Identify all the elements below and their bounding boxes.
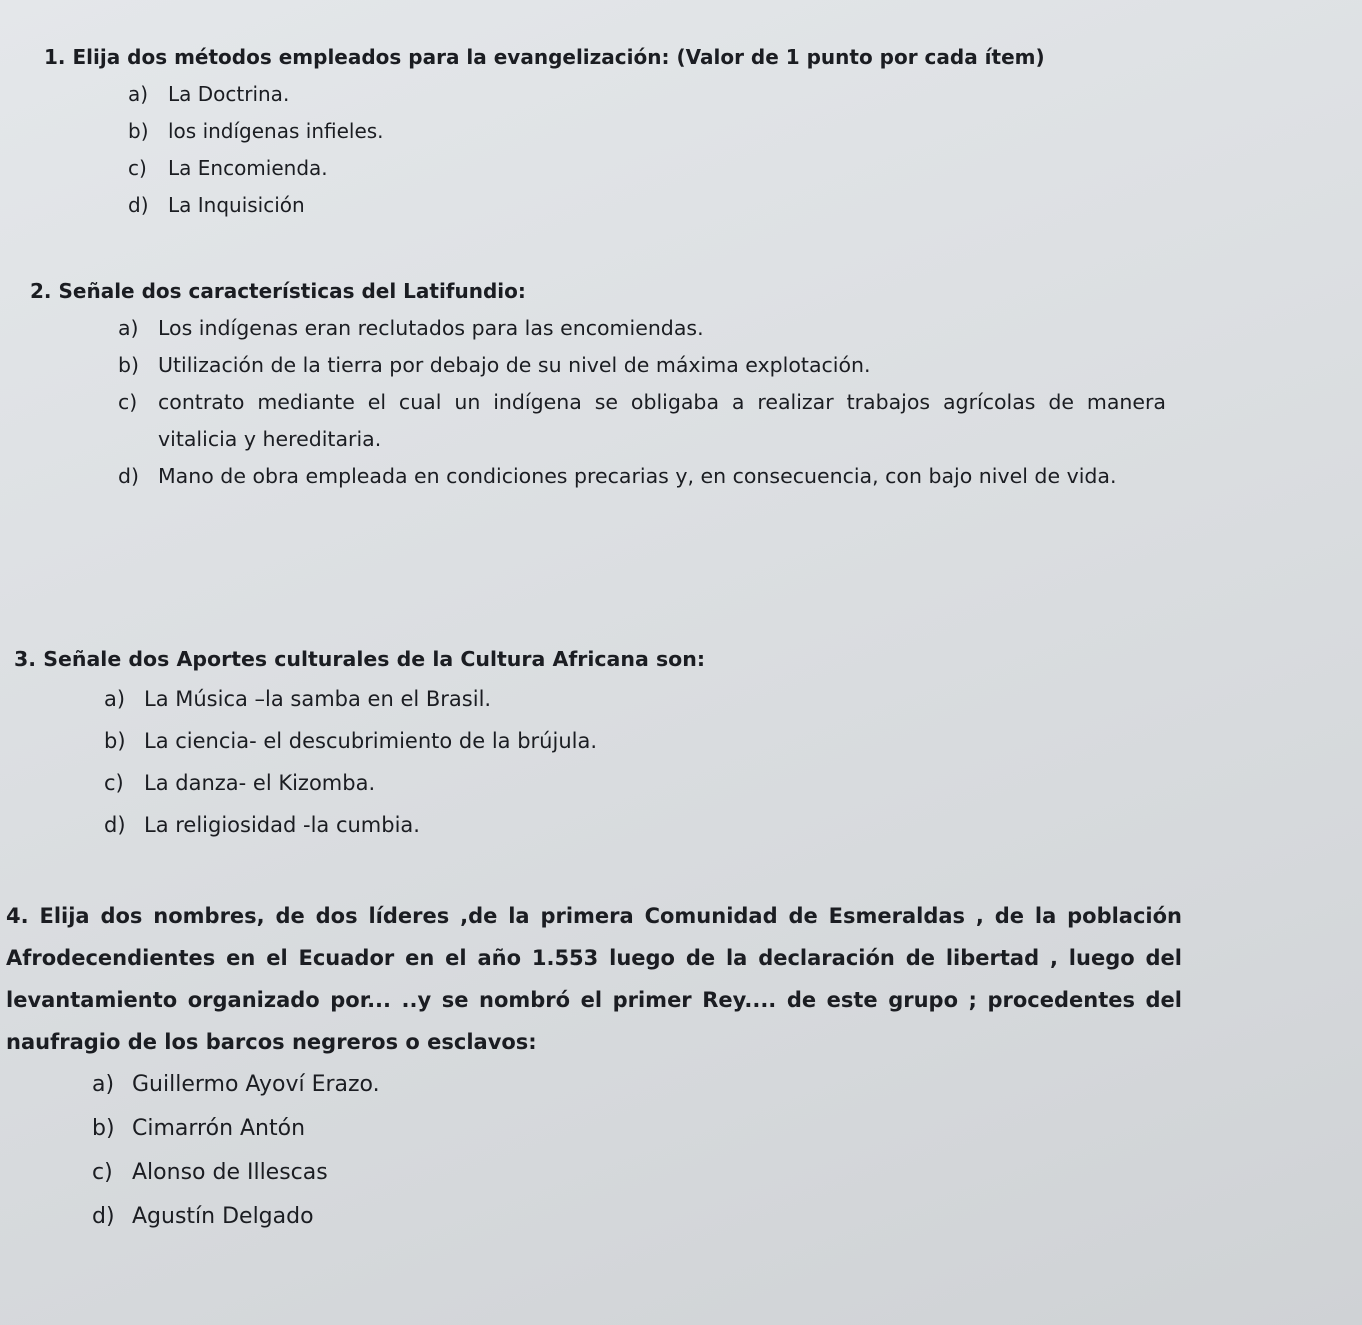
option-c xyxy=(104,762,1362,804)
question-1-options xyxy=(0,76,1362,224)
option-letter: b) xyxy=(92,1116,115,1141)
option-text: Cimarrón Antón xyxy=(132,1116,306,1141)
question-number: 2. xyxy=(30,279,52,303)
question-4 xyxy=(0,895,1362,1239)
question-number: 3. xyxy=(14,647,37,671)
option-b xyxy=(118,347,1362,384)
option-letter: d) xyxy=(104,813,126,837)
option-text: La ciencia- el descubrimiento de la brújula. xyxy=(144,729,598,753)
option-letter: c) xyxy=(104,771,124,795)
question-2-options xyxy=(0,310,1362,495)
question-number: 1. xyxy=(44,45,66,69)
option-text: La Inquisición xyxy=(168,193,305,217)
option-b xyxy=(128,113,1362,150)
question-1 xyxy=(0,38,1362,224)
option-letter: c) xyxy=(118,390,138,414)
option-letter: d) xyxy=(92,1204,115,1229)
option-text: La Música –la samba en el Brasil. xyxy=(144,687,492,711)
option-letter: d) xyxy=(128,193,149,217)
option-a xyxy=(118,310,1362,347)
question-3-prompt xyxy=(0,640,1362,678)
option-letter: b) xyxy=(118,353,140,377)
option-d xyxy=(104,804,1362,846)
option-letter: d) xyxy=(118,464,140,488)
option-text: La Doctrina. xyxy=(168,82,290,106)
option-a xyxy=(128,76,1362,113)
option-text: Mano de obra empleada en condiciones precarias y, en consecuencia, con bajo nivel de vida. xyxy=(158,464,1117,488)
option-a xyxy=(104,678,1362,720)
option-letter: b) xyxy=(128,119,149,143)
option-text: contrato mediante el cual un indígena se obligaba a realizar trabajos agrícolas de manera vitalicia y hereditaria. xyxy=(158,390,1166,451)
question-3-options xyxy=(0,678,1362,846)
option-c xyxy=(118,384,1362,458)
option-text: Los indígenas eran reclutados para las encomiendas. xyxy=(158,316,704,340)
option-d xyxy=(92,1195,1362,1239)
option-text: los indígenas infieles. xyxy=(168,119,384,143)
option-letter: c) xyxy=(128,156,147,180)
question-text: Elija dos métodos empleados para la evangelización: (Valor de 1 punto por cada ítem) xyxy=(72,45,1045,69)
option-letter: a) xyxy=(104,687,126,711)
question-4-prompt xyxy=(0,895,1182,1063)
question-text: Elija dos nombres, de dos líderes ,de la primera Comunidad de Esmeraldas , de la población Afrodecendientes en el Ecuador en el año 1.553 luego de la declaración de libertad , luego del levantamiento organizado por... ..y se nombró el primer Rey.... de este grupo ; procedentes del naufragio de los barcos negreros o esclavos: xyxy=(6,904,1183,1054)
option-a xyxy=(92,1063,1362,1107)
question-2 xyxy=(0,272,1362,495)
option-d xyxy=(118,458,1362,495)
option-letter: b) xyxy=(104,729,126,753)
option-text: La religiosidad -la cumbia. xyxy=(144,813,420,837)
question-1-prompt xyxy=(0,38,1362,76)
option-text: Utilización de la tierra por debajo de su nivel de máxima explotación. xyxy=(158,353,871,377)
option-c xyxy=(128,150,1362,187)
option-d xyxy=(128,187,1362,224)
option-letter: a) xyxy=(118,316,139,340)
option-text: Guillermo Ayoví Erazo. xyxy=(132,1072,380,1097)
option-text: Agustín Delgado xyxy=(132,1204,314,1229)
option-c xyxy=(92,1151,1362,1195)
question-text: Señale dos Aportes culturales de la Cultura Africana son: xyxy=(43,647,706,671)
option-letter: c) xyxy=(92,1160,113,1185)
option-text: La Encomienda. xyxy=(168,156,328,180)
question-text: Señale dos características del Latifundio: xyxy=(58,279,526,303)
option-b xyxy=(92,1107,1362,1151)
option-text: Alonso de Illescas xyxy=(132,1160,328,1185)
question-3 xyxy=(0,640,1362,846)
option-letter: a) xyxy=(128,82,149,106)
question-number: 4. xyxy=(6,904,29,928)
option-text: La danza- el Kizomba. xyxy=(144,771,376,795)
question-4-options xyxy=(0,1063,1362,1239)
option-letter: a) xyxy=(92,1072,115,1097)
question-2-prompt xyxy=(0,272,1362,310)
option-b xyxy=(104,720,1362,762)
